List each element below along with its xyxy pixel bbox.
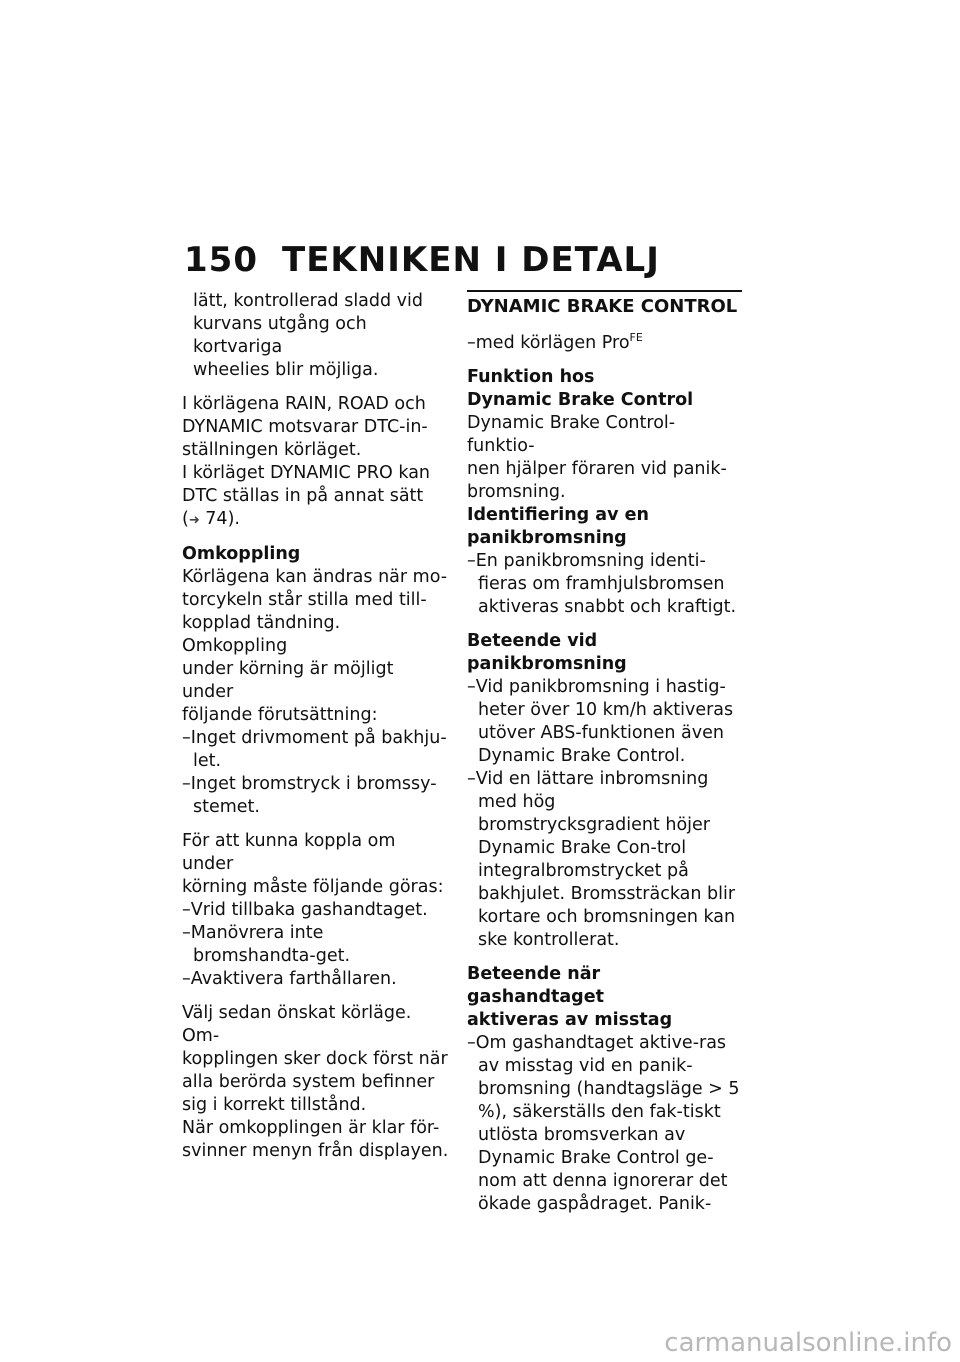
chapter-title: TEKNIKEN I DETALJ [282, 240, 660, 280]
modes-paragraph [182, 393, 450, 532]
list-item: –Om gashandtaget aktive-ras av misstag vid en panik-bromsning (handtagsläge > 5 %), säkerställs den fak-tiskt utlösta bromsverkan av Dynamic Brake Control ge-nom att denna ignorerar det ökade gaspådraget. Panik- [467, 1032, 740, 1214]
list-item: –Vid panikbromsning i hastig-heter över 10 km/h aktiveras utöver ABS-funktionen även Dynamic Brake Control. [467, 676, 734, 766]
page-number: 150 [184, 240, 258, 280]
list-item: –En panikbromsning identi-fieras om framhjulsbromsen aktiveras snabbt och kraftigt. [467, 550, 737, 617]
feature-superscript: FE [629, 331, 643, 344]
steps-intro [182, 830, 450, 899]
text-line: följande förutsättning: [182, 705, 378, 725]
list-item: –Inget drivmoment på bakhju-let. [182, 728, 447, 771]
text-line: svinner menyn från displayen. [182, 1141, 449, 1161]
text-line: Välj sedan önskat körläge. Om- [182, 1003, 412, 1046]
omkoppling-paragraph [182, 566, 450, 727]
section-title: DYNAMIC BRAKE CONTROL [467, 290, 742, 318]
text-line: kopplingen sker dock först när [182, 1049, 448, 1069]
text-line: DTC ställas in på annat sätt [182, 486, 424, 506]
text-line: lätt, kontrollerad sladd vid [193, 291, 424, 311]
reference-arrow-icon: ➜ [188, 513, 200, 528]
text-line: wheelies blir möjliga. [193, 360, 379, 380]
text-line: bromsning. [467, 481, 566, 502]
text-line: I körlägena RAIN, ROAD och [182, 394, 426, 414]
conditions-list [182, 727, 450, 819]
text-line: ställningen körläget. [182, 440, 362, 460]
select-mode-paragraph [182, 1002, 450, 1163]
text-line: kurvans utgång och kortvariga [193, 314, 367, 357]
text-line: körning måste följande göras: [182, 877, 444, 897]
text-line: kopplad tändning. Omkoppling [182, 613, 341, 656]
list-item: –Avaktivera farthållaren. [182, 969, 397, 989]
page-header [184, 240, 660, 280]
throttle-list [467, 1032, 742, 1216]
steps-list [182, 899, 450, 991]
text-line: I körläget DYNAMIC PRO kan [182, 463, 431, 483]
identification-heading: Identifiering av en panikbromsning [467, 504, 649, 548]
list-item: –Manövrera inte bromshandta-get. [182, 923, 351, 966]
text-line: Körlägena kan ändras när mo- [182, 567, 448, 587]
page-reference-link[interactable]: (➜ 74). [182, 508, 450, 532]
identification-list [467, 550, 742, 619]
text-line: sig i korrekt tillstånd. [182, 1095, 367, 1115]
behaviour-heading: Beteende vid panikbromsning [467, 630, 627, 674]
text-line: Dynamic Brake Control-funktio- [467, 412, 676, 456]
throttle-heading: Beteende när gashandtaget aktiveras av misstag [467, 963, 673, 1030]
intro-paragraph [182, 290, 450, 382]
text-line: alla berörda system befinner [182, 1072, 435, 1092]
text-line: När omkopplingen är klar för- [182, 1118, 440, 1138]
list-item: –Vrid tillbaka gashandtaget. [182, 900, 428, 920]
text-line: nen hjälper föraren vid panik- [467, 458, 727, 479]
text-line: För att kunna koppla om under [182, 831, 396, 874]
behaviour-list [467, 676, 742, 952]
right-column [467, 290, 742, 1216]
mode-requirement: –med körlägen Pro$^{FE}$ [467, 331, 643, 353]
left-column [182, 290, 450, 1163]
list-item: –Inget bromstryck i bromssy-stemet. [182, 774, 437, 817]
list-item: –Vid en lättare inbromsning med hög bromstrycksgradient höjer Dynamic Brake Con-trol integralbromstrycket på bakhjulet. Bromssträckan blir kortare och bromsningen kan ske kontrollerat. [467, 768, 736, 950]
text-line: under körning är möjligt under [182, 659, 394, 702]
watermark[interactable]: carmanualsonline.info [664, 1328, 952, 1358]
function-paragraph [467, 412, 742, 504]
text-line: torcykeln står stilla med till- [182, 590, 427, 610]
omkoppling-heading: Omkoppling [182, 544, 301, 564]
text-line: DYNAMIC motsvarar DTC-in- [182, 417, 428, 437]
function-heading: Funktion hos Dynamic Brake Control [467, 366, 694, 410]
